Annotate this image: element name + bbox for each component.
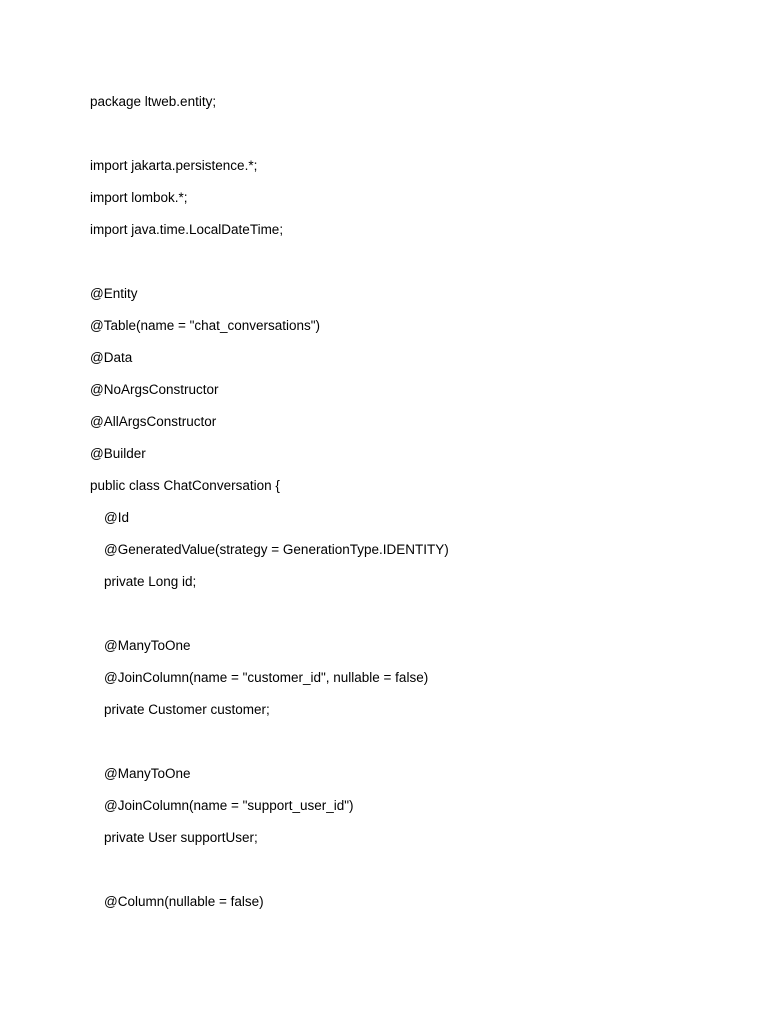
code-line: package ltweb.entity; [90, 94, 217, 109]
blank-line [90, 731, 449, 763]
code-line: @ManyToOne [104, 638, 191, 653]
code-line: @Data [90, 350, 133, 365]
code-listing [90, 91, 449, 923]
code-line: @Entity [90, 286, 138, 301]
code-line: private Long id; [104, 574, 197, 589]
code-line: @Column(nullable = false) [104, 894, 264, 909]
blank-line [90, 603, 449, 635]
code-line: private Customer customer; [104, 702, 270, 717]
code-line: @Builder [90, 446, 146, 461]
code-line: @GeneratedValue(strategy = GenerationType.IDENTITY) [104, 542, 449, 557]
code-line: @Id [104, 510, 129, 525]
code-line: @JoinColumn(name = "support_user_id") [104, 798, 354, 813]
code-line: import jakarta.persistence.*; [90, 158, 258, 173]
code-line: @ManyToOne [104, 766, 191, 781]
code-line: import lombok.*; [90, 190, 188, 205]
code-line: import java.time.LocalDateTime; [90, 222, 284, 237]
code-line: private User supportUser; [104, 830, 258, 845]
code-line: @JoinColumn(name = "customer_id", nullable = false) [104, 670, 429, 685]
code-line: @Table(name = "chat_conversations") [90, 318, 321, 333]
blank-line [90, 859, 449, 891]
code-line: @AllArgsConstructor [90, 414, 217, 429]
blank-line [90, 251, 449, 283]
code-line: public class ChatConversation { [90, 478, 280, 493]
blank-line [90, 123, 449, 155]
code-line: @NoArgsConstructor [90, 382, 219, 397]
